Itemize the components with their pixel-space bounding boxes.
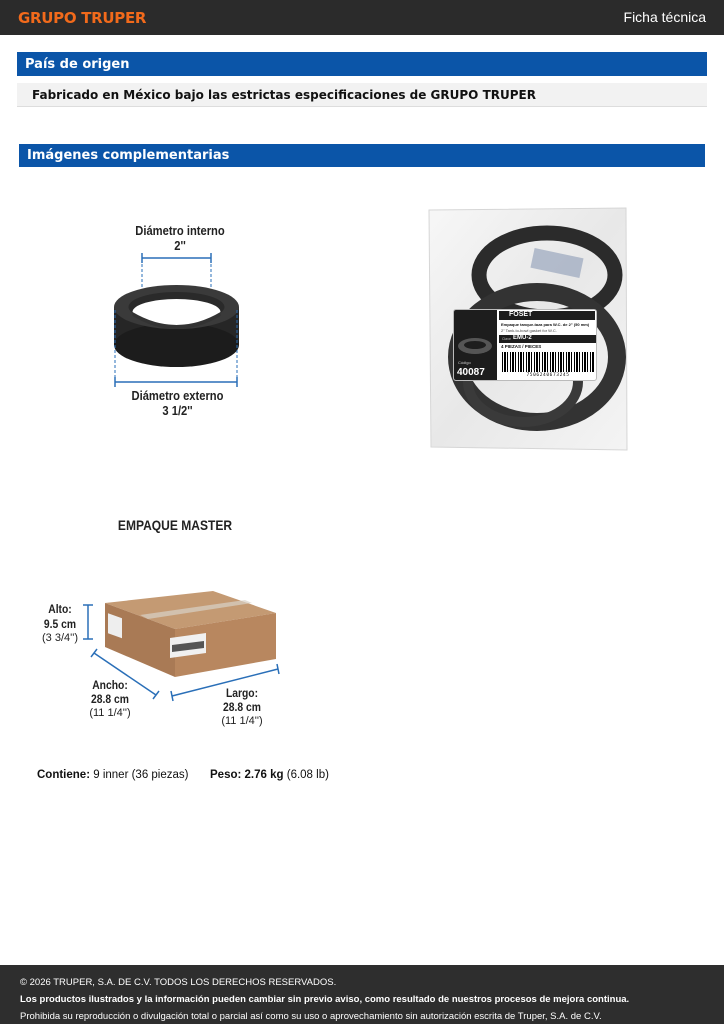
alto-label: Alto:	[48, 602, 72, 616]
footer-legal: Prohibida su reproducción o divulgación total o parcial así como su uso o aprovechamiento sin autorización escrita de Truper, S.A. de C.V.	[20, 1011, 602, 1022]
brand-logo: GRUPO TRUPER	[18, 9, 147, 27]
ancho-label: Ancho:	[92, 678, 128, 692]
ancho-cm: 28.8 cm	[91, 692, 129, 706]
product-label	[453, 309, 597, 381]
outer-diameter-value: 3 1/2''	[162, 403, 193, 418]
peso-lb: (6.08 lb)	[286, 769, 329, 781]
master-title: EMPAQUE MASTER	[117, 517, 233, 533]
largo-in: (11 1/4'')	[221, 715, 263, 727]
origin-text: Fabricado en México bajo las estrictas especificaciones de GRUPO TRUPER	[17, 83, 707, 107]
footer	[0, 965, 724, 1024]
barcode	[502, 352, 594, 372]
largo-label: Largo:	[225, 686, 259, 700]
label-desc-en: 2" Tank-to-bowl gasket for W.C.	[501, 328, 557, 333]
label-model-caption: Clave	[502, 337, 511, 341]
alto-in: (3 3/4'')	[42, 632, 78, 644]
alto-cm: 9.5 cm	[43, 617, 77, 631]
contiene-line	[37, 769, 188, 781]
label-model-bar	[499, 335, 596, 343]
largo-cm: 28.8 cm	[223, 700, 261, 714]
contiene-label: Contiene:	[37, 769, 91, 781]
contiene-value: 9 inner (36 piezas)	[93, 769, 189, 781]
inner-diameter-value: 2''	[174, 238, 186, 253]
inner-diameter-label: Diámetro interno	[135, 223, 225, 238]
footer-notice: Los productos ilustrados y la información pueden cambiar sin previo aviso, como resultado de nuestros procesos de mejora continua.	[20, 994, 630, 1005]
label-brand: FOSET	[499, 311, 595, 320]
images-section-title: Imágenes complementarias	[19, 144, 705, 167]
label-gasket-thumb	[454, 310, 497, 381]
label-model: EMU-2	[513, 335, 532, 341]
outer-diameter-label: Diámetro externo	[131, 388, 224, 403]
top-bar	[0, 0, 724, 35]
barcode-number: 7506240673245	[526, 373, 570, 378]
label-desc-es: Empaque tanque-taza para W.C. de 2" (50 mm)	[501, 322, 590, 327]
label-pieces: 4 PIEZAS / PIECES	[501, 344, 542, 349]
ancho-in: (11 1/4'')	[89, 707, 131, 719]
package-photo	[427, 207, 629, 452]
label-code-caption: Código	[458, 360, 471, 365]
peso-value: 2.76 kg	[244, 769, 284, 781]
label-code: 40087	[457, 367, 485, 378]
peso-label: Peso:	[210, 769, 242, 781]
document-type: Ficha técnica	[623, 9, 706, 25]
origin-section-title: País de origen	[17, 52, 707, 76]
peso-line	[210, 769, 329, 781]
gasket-image	[105, 250, 250, 390]
footer-copyright: © 2026 TRUPER, S.A. DE C.V. TODOS LOS DERECHOS RESERVADOS.	[20, 977, 337, 988]
